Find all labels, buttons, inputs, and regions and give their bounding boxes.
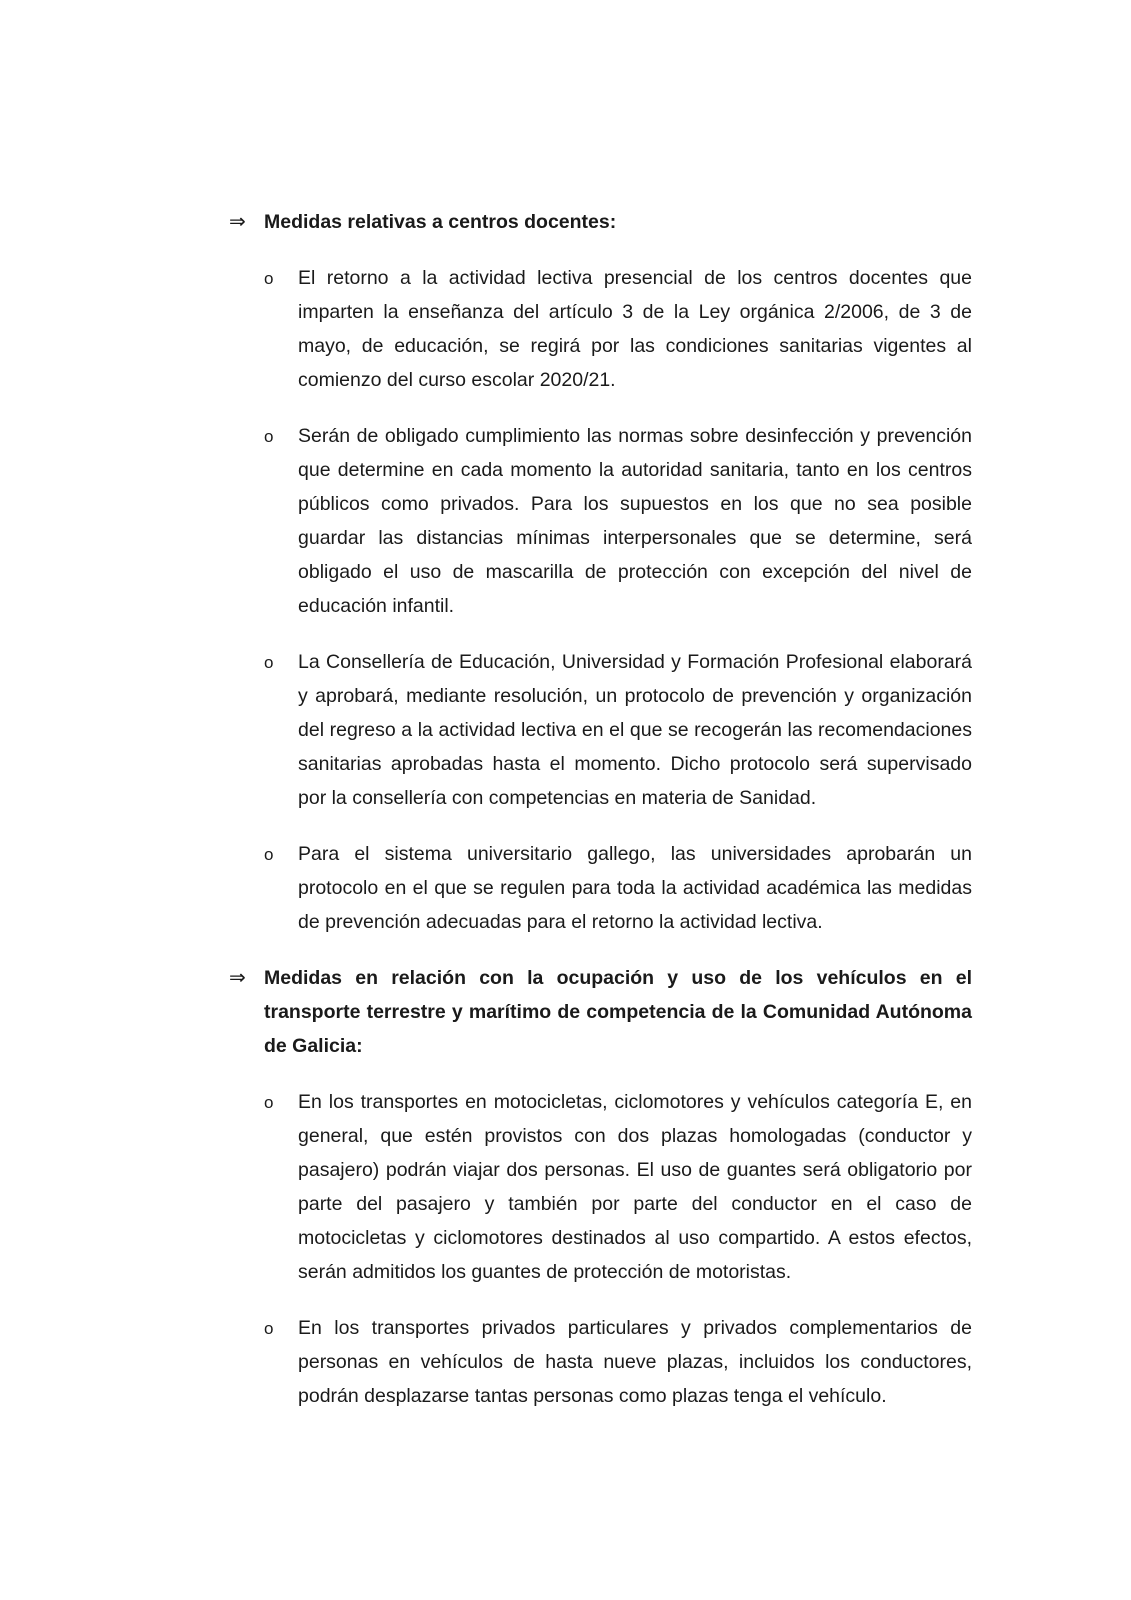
circle-bullet-icon: o [264, 1093, 274, 1112]
circle-bullet-icon: o [264, 269, 274, 288]
circle-bullet-icon: o [264, 1319, 274, 1338]
section-transporte [229, 961, 972, 1413]
circle-bullet-icon: o [264, 653, 274, 672]
section-list [264, 261, 972, 939]
list-item [264, 645, 972, 815]
list-item [264, 419, 972, 623]
double-arrow-icon: ⇒ [229, 211, 246, 233]
list-item-text: Serán de obligado cumplimiento las normas sobre desinfección y prevención que determine en cada momento la autoridad sanitaria, tanto en los centros públicos como privados. Para los supuestos en los que no sea posible guardar las distancias mínimas interpersonales que se determine, será obligado el uso de mascarilla de protección con excepción del nivel de educación infantil. [298, 425, 972, 617]
double-arrow-icon: ⇒ [229, 967, 246, 989]
list-item-text: En los transportes privados particulares y privados complementarios de personas en vehículos de hasta nueve plazas, incluidos los conductores, podrán desplazarse tantas personas como plazas tenga el vehículo. [298, 1317, 972, 1407]
section-list [264, 1085, 972, 1413]
list-item [264, 1311, 972, 1413]
section-heading: Medidas en relación con la ocupación y uso de los vehículos en el transporte terrestre y marítimo de competencia de la Comunidad Autónoma de Galicia: [264, 967, 972, 1057]
list-item [264, 261, 972, 397]
list-item [264, 1085, 972, 1289]
document-body [229, 205, 972, 1413]
list-item [264, 837, 972, 939]
section-heading: Medidas relativas a centros docentes: [264, 211, 617, 233]
list-item-text: El retorno a la actividad lectiva presencial de los centros docentes que imparten la enseñanza del artículo 3 de la Ley orgánica 2/2006, de 3 de mayo, de educación, se regirá por las condiciones sanitarias vigentes al comienzo del curso escolar 2020/21. [298, 267, 972, 391]
list-item-text: La Consellería de Educación, Universidad y Formación Profesional elaborará y aprobará, mediante resolución, un protocolo de prevención y organización del regreso a la actividad lectiva en el que se recogerán las recomendaciones sanitarias aprobadas hasta el momento. Dicho protocolo será supervisado por la consellería con competencias en materia de Sanidad. [298, 651, 972, 809]
section-centros-docentes [229, 205, 972, 939]
circle-bullet-icon: o [264, 845, 274, 864]
list-item-text: En los transportes en motocicletas, ciclomotores y vehículos categoría E, en general, que estén provistos con dos plazas homologadas (conductor y pasajero) podrán viajar dos personas. El uso de guantes será obligatorio por parte del pasajero y también por parte del conductor en el caso de motocicletas y ciclomotores destinados al uso compartido. A estos efectos, serán admitidos los guantes de protección de motoristas. [298, 1091, 972, 1283]
list-item-text: Para el sistema universitario gallego, las universidades aprobarán un protocolo en el que se regulen para toda la actividad académica las medidas de prevención adecuadas para el retorno la actividad lectiva. [298, 843, 972, 933]
circle-bullet-icon: o [264, 427, 274, 446]
